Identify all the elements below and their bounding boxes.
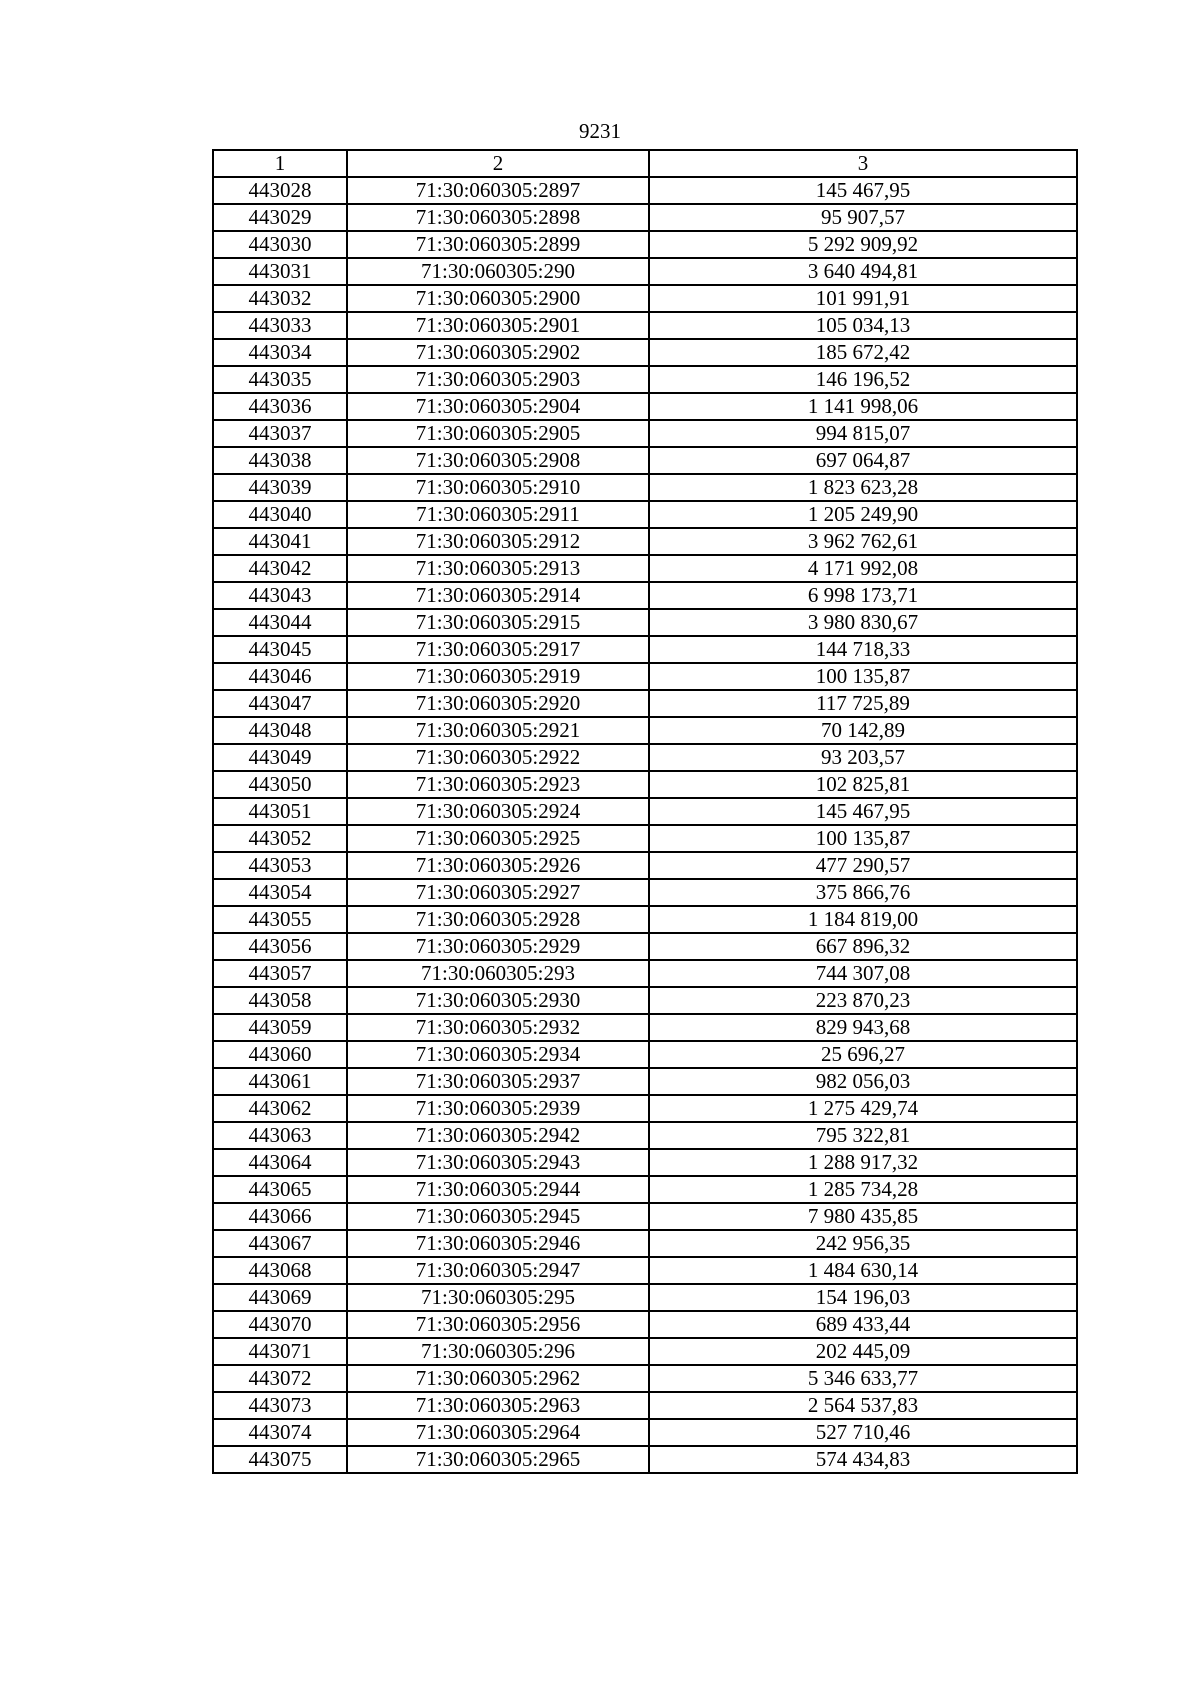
cell-value: 982 056,03 [649,1068,1077,1095]
table-row [213,528,1077,555]
cell-record-number: 443061 [213,1068,347,1095]
table-row [213,1014,1077,1041]
cell-record-number: 443072 [213,1365,347,1392]
table-row [213,1257,1077,1284]
cell-value: 145 467,95 [649,177,1077,204]
cell-record-number: 443031 [213,258,347,285]
cell-cadastral-number: 71:30:060305:2905 [347,420,649,447]
table-row [213,744,1077,771]
cell-value: 1 288 917,32 [649,1149,1077,1176]
cell-cadastral-number: 71:30:060305:2942 [347,1122,649,1149]
table-row [213,1311,1077,1338]
cell-record-number: 443052 [213,825,347,852]
cell-record-number: 443050 [213,771,347,798]
column-header-1: 1 [213,150,347,177]
cell-cadastral-number: 71:30:060305:2947 [347,1257,649,1284]
cell-record-number: 443039 [213,474,347,501]
table-row [213,1068,1077,1095]
table-row [213,1230,1077,1257]
cell-value: 1 141 998,06 [649,393,1077,420]
cell-record-number: 443051 [213,798,347,825]
table-row [213,771,1077,798]
cell-value: 102 825,81 [649,771,1077,798]
table-row [213,636,1077,663]
cell-value: 242 956,35 [649,1230,1077,1257]
cell-cadastral-number: 71:30:060305:2929 [347,933,649,960]
cell-cadastral-number: 71:30:060305:2902 [347,339,649,366]
table-row [213,177,1077,204]
cell-cadastral-number: 71:30:060305:296 [347,1338,649,1365]
table-row [213,285,1077,312]
cell-record-number: 443070 [213,1311,347,1338]
table-row [213,312,1077,339]
cell-record-number: 443042 [213,555,347,582]
cell-record-number: 443049 [213,744,347,771]
cell-value: 829 943,68 [649,1014,1077,1041]
cell-value: 994 815,07 [649,420,1077,447]
cell-cadastral-number: 71:30:060305:2900 [347,285,649,312]
cell-cadastral-number: 71:30:060305:2956 [347,1311,649,1338]
cell-record-number: 443053 [213,852,347,879]
cell-record-number: 443033 [213,312,347,339]
cell-record-number: 443060 [213,1041,347,1068]
cell-cadastral-number: 71:30:060305:2939 [347,1095,649,1122]
cell-record-number: 443045 [213,636,347,663]
cell-cadastral-number: 71:30:060305:2927 [347,879,649,906]
cell-value: 689 433,44 [649,1311,1077,1338]
cell-value: 95 907,57 [649,204,1077,231]
table-row [213,663,1077,690]
table-row [213,906,1077,933]
table-row [213,1149,1077,1176]
cell-cadastral-number: 71:30:060305:2914 [347,582,649,609]
cell-value: 202 445,09 [649,1338,1077,1365]
table-row [213,933,1077,960]
table-row [213,825,1077,852]
cell-value: 93 203,57 [649,744,1077,771]
cell-cadastral-number: 71:30:060305:2946 [347,1230,649,1257]
table-row [213,1095,1077,1122]
cell-record-number: 443037 [213,420,347,447]
cell-cadastral-number: 71:30:060305:2897 [347,177,649,204]
cell-record-number: 443063 [213,1122,347,1149]
cell-value: 5 346 633,77 [649,1365,1077,1392]
cell-record-number: 443066 [213,1203,347,1230]
cell-value: 3 962 762,61 [649,528,1077,555]
cell-value: 1 823 623,28 [649,474,1077,501]
cell-cadastral-number: 71:30:060305:2924 [347,798,649,825]
cell-value: 6 998 173,71 [649,582,1077,609]
cell-record-number: 443073 [213,1392,347,1419]
table-row [213,1122,1077,1149]
cell-record-number: 443043 [213,582,347,609]
cell-record-number: 443030 [213,231,347,258]
cell-value: 1 484 630,14 [649,1257,1077,1284]
cell-cadastral-number: 71:30:060305:290 [347,258,649,285]
cell-cadastral-number: 71:30:060305:2911 [347,501,649,528]
table-row [213,1338,1077,1365]
cell-record-number: 443064 [213,1149,347,1176]
table-row [213,447,1077,474]
cell-record-number: 443071 [213,1338,347,1365]
cell-cadastral-number: 71:30:060305:293 [347,960,649,987]
cell-cadastral-number: 71:30:060305:2920 [347,690,649,717]
cell-cadastral-number: 71:30:060305:2903 [347,366,649,393]
table-row [213,987,1077,1014]
cell-cadastral-number: 71:30:060305:2904 [347,393,649,420]
cell-cadastral-number: 71:30:060305:2945 [347,1203,649,1230]
cell-cadastral-number: 71:30:060305:2934 [347,1041,649,1068]
cell-value: 795 322,81 [649,1122,1077,1149]
column-header-2: 2 [347,150,649,177]
cell-record-number: 443074 [213,1419,347,1446]
cell-cadastral-number: 71:30:060305:2922 [347,744,649,771]
table-row [213,501,1077,528]
cell-record-number: 443041 [213,528,347,555]
cell-record-number: 443040 [213,501,347,528]
table-row [213,420,1077,447]
table-row [213,258,1077,285]
cell-value: 1 285 734,28 [649,1176,1077,1203]
cell-value: 574 434,83 [649,1446,1077,1473]
cell-value: 667 896,32 [649,933,1077,960]
table-body [213,150,1077,1473]
table-row [213,1419,1077,1446]
cell-value: 1 275 429,74 [649,1095,1077,1122]
table-row [213,204,1077,231]
cell-value: 145 467,95 [649,798,1077,825]
table-row [213,339,1077,366]
table-header-row [213,150,1077,177]
cell-value: 527 710,46 [649,1419,1077,1446]
table-row [213,474,1077,501]
table-row [213,393,1077,420]
cell-value: 117 725,89 [649,690,1077,717]
cell-cadastral-number: 71:30:060305:2921 [347,717,649,744]
cell-record-number: 443035 [213,366,347,393]
cell-value: 101 991,91 [649,285,1077,312]
cell-cadastral-number: 71:30:060305:2930 [347,987,649,1014]
table-row [213,798,1077,825]
cell-record-number: 443057 [213,960,347,987]
column-header-3: 3 [649,150,1077,177]
cell-cadastral-number: 71:30:060305:2910 [347,474,649,501]
cell-cadastral-number: 71:30:060305:295 [347,1284,649,1311]
cell-record-number: 443068 [213,1257,347,1284]
cell-cadastral-number: 71:30:060305:2944 [347,1176,649,1203]
cell-value: 744 307,08 [649,960,1077,987]
cell-value: 100 135,87 [649,825,1077,852]
table-row [213,1284,1077,1311]
cell-value: 1 205 249,90 [649,501,1077,528]
table-row [213,879,1077,906]
cell-cadastral-number: 71:30:060305:2962 [347,1365,649,1392]
cell-record-number: 443075 [213,1446,347,1473]
cell-value: 25 696,27 [649,1041,1077,1068]
cell-cadastral-number: 71:30:060305:2898 [347,204,649,231]
table-row [213,690,1077,717]
cell-cadastral-number: 71:30:060305:2917 [347,636,649,663]
cell-value: 2 564 537,83 [649,1392,1077,1419]
cell-value: 100 135,87 [649,663,1077,690]
cell-value: 1 184 819,00 [649,906,1077,933]
cell-cadastral-number: 71:30:060305:2923 [347,771,649,798]
table-row [213,366,1077,393]
cell-record-number: 443062 [213,1095,347,1122]
cell-value: 4 171 992,08 [649,555,1077,582]
cell-value: 154 196,03 [649,1284,1077,1311]
table-row [213,960,1077,987]
cell-value: 5 292 909,92 [649,231,1077,258]
cell-value: 70 142,89 [649,717,1077,744]
cell-record-number: 443034 [213,339,347,366]
cell-value: 477 290,57 [649,852,1077,879]
cell-cadastral-number: 71:30:060305:2965 [347,1446,649,1473]
cell-value: 3 980 830,67 [649,609,1077,636]
table-row [213,609,1077,636]
cell-record-number: 443044 [213,609,347,636]
cell-cadastral-number: 71:30:060305:2915 [347,609,649,636]
cell-value: 697 064,87 [649,447,1077,474]
cell-cadastral-number: 71:30:060305:2928 [347,906,649,933]
table-row [213,1176,1077,1203]
cell-record-number: 443048 [213,717,347,744]
cell-record-number: 443069 [213,1284,347,1311]
cell-value: 185 672,42 [649,339,1077,366]
cell-cadastral-number: 71:30:060305:2925 [347,825,649,852]
cell-cadastral-number: 71:30:060305:2937 [347,1068,649,1095]
cell-cadastral-number: 71:30:060305:2901 [347,312,649,339]
cell-record-number: 443054 [213,879,347,906]
cell-record-number: 443038 [213,447,347,474]
cell-record-number: 443028 [213,177,347,204]
cell-value: 7 980 435,85 [649,1203,1077,1230]
cell-record-number: 443036 [213,393,347,420]
cell-record-number: 443058 [213,987,347,1014]
table-row [213,231,1077,258]
page-number: 9231 [579,119,621,143]
table-row [213,1203,1077,1230]
cell-value: 144 718,33 [649,636,1077,663]
cell-value: 375 866,76 [649,879,1077,906]
cell-value: 223 870,23 [649,987,1077,1014]
cell-record-number: 443059 [213,1014,347,1041]
cell-cadastral-number: 71:30:060305:2913 [347,555,649,582]
table-row [213,852,1077,879]
table-row [213,582,1077,609]
cell-cadastral-number: 71:30:060305:2908 [347,447,649,474]
cell-cadastral-number: 71:30:060305:2912 [347,528,649,555]
cell-record-number: 443046 [213,663,347,690]
cell-cadastral-number: 71:30:060305:2963 [347,1392,649,1419]
cell-record-number: 443047 [213,690,347,717]
cell-cadastral-number: 71:30:060305:2943 [347,1149,649,1176]
cell-record-number: 443032 [213,285,347,312]
cell-cadastral-number: 71:30:060305:2899 [347,231,649,258]
cell-cadastral-number: 71:30:060305:2919 [347,663,649,690]
registry-table [212,149,1078,1474]
table-row [213,1041,1077,1068]
table-row [213,1446,1077,1473]
cell-cadastral-number: 71:30:060305:2926 [347,852,649,879]
cell-cadastral-number: 71:30:060305:2964 [347,1419,649,1446]
table-row [213,717,1077,744]
cell-value: 105 034,13 [649,312,1077,339]
cell-cadastral-number: 71:30:060305:2932 [347,1014,649,1041]
cell-record-number: 443065 [213,1176,347,1203]
table-row [213,555,1077,582]
cell-value: 146 196,52 [649,366,1077,393]
cell-record-number: 443056 [213,933,347,960]
cell-value: 3 640 494,81 [649,258,1077,285]
cell-record-number: 443029 [213,204,347,231]
table-row [213,1392,1077,1419]
cell-record-number: 443055 [213,906,347,933]
table-row [213,1365,1077,1392]
cell-record-number: 443067 [213,1230,347,1257]
